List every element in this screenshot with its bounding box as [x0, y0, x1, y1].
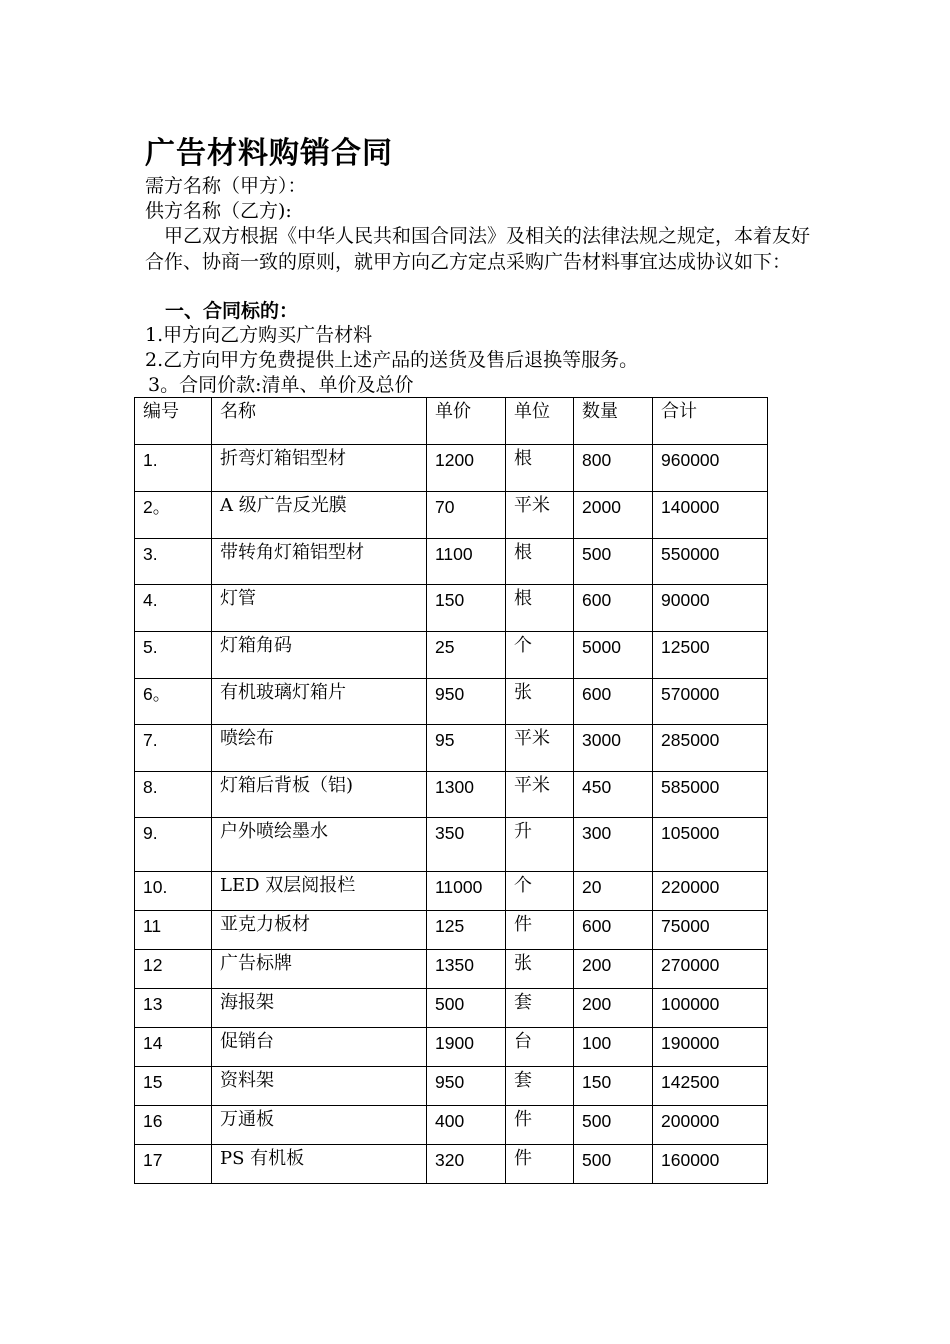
cell-name: PS 有机板: [212, 1145, 427, 1184]
cell-total: 270000: [653, 950, 768, 989]
cell-name: 灯箱后背板（铝): [212, 772, 427, 818]
cell-unit: 套: [506, 989, 574, 1028]
cell-quantity: 100: [574, 1028, 653, 1067]
cell-number: 12: [135, 950, 212, 989]
header-cell-quantity: 数量: [574, 398, 653, 445]
cell-unit-price: 1200: [427, 445, 506, 492]
cell-name: 广告标牌: [212, 950, 427, 989]
cell-unit: 平米: [506, 725, 574, 772]
header-cell-total: 合计: [653, 398, 768, 445]
cell-number: 14: [135, 1028, 212, 1067]
cell-unit: 件: [506, 911, 574, 950]
table-row: [135, 585, 768, 632]
cell-quantity: 300: [574, 818, 653, 872]
cell-unit: 升: [506, 818, 574, 872]
cell-number: 2。: [135, 492, 212, 539]
cell-quantity: 450: [574, 772, 653, 818]
clause-3: 3。合同价款:清单、单价及总价: [148, 374, 414, 396]
cell-unit-price: 1350: [427, 950, 506, 989]
table-row: [135, 1106, 768, 1145]
cell-total: 960000: [653, 445, 768, 492]
header-cell-unit-price: 单价: [427, 398, 506, 445]
cell-quantity: 500: [574, 539, 653, 585]
cell-total: 12500: [653, 632, 768, 679]
cell-name: 带转角灯箱铝型材: [212, 539, 427, 585]
cell-quantity: 800: [574, 445, 653, 492]
cell-total: 75000: [653, 911, 768, 950]
header-cell-unit: 单位: [506, 398, 574, 445]
cell-number: 6。: [135, 679, 212, 725]
cell-name: 资料架: [212, 1067, 427, 1106]
table-row: [135, 1028, 768, 1067]
cell-unit: 张: [506, 950, 574, 989]
table-row: [135, 1145, 768, 1184]
cell-number: 5.: [135, 632, 212, 679]
seller-name-line: 供方名称（乙方):: [145, 200, 292, 222]
cell-unit: 件: [506, 1145, 574, 1184]
cell-unit-price: 320: [427, 1145, 506, 1184]
price-list-table: [134, 397, 768, 1184]
cell-total: 100000: [653, 989, 768, 1028]
cell-unit-price: 70: [427, 492, 506, 539]
cell-quantity: 200: [574, 989, 653, 1028]
cell-name: 灯管: [212, 585, 427, 632]
cell-total: 585000: [653, 772, 768, 818]
cell-unit: 根: [506, 539, 574, 585]
cell-quantity: 600: [574, 679, 653, 725]
table-row: [135, 872, 768, 911]
table-row: [135, 445, 768, 492]
cell-total: 105000: [653, 818, 768, 872]
table-row: [135, 492, 768, 539]
table-row: [135, 911, 768, 950]
cell-name: 有机玻璃灯箱片: [212, 679, 427, 725]
cell-unit-price: 350: [427, 818, 506, 872]
cell-total: 570000: [653, 679, 768, 725]
cell-name: 折弯灯箱铝型材: [212, 445, 427, 492]
cell-unit-price: 1100: [427, 539, 506, 585]
cell-unit: 张: [506, 679, 574, 725]
table-row: [135, 539, 768, 585]
cell-number: 17: [135, 1145, 212, 1184]
cell-number: 16: [135, 1106, 212, 1145]
cell-number: 7.: [135, 725, 212, 772]
clause-2: 2.乙方向甲方免费提供上述产品的送货及售后退换等服务。: [145, 349, 639, 371]
cell-unit-price: 1300: [427, 772, 506, 818]
cell-total: 220000: [653, 872, 768, 911]
table-row: [135, 950, 768, 989]
cell-total: 550000: [653, 539, 768, 585]
document-title: 广告材料购销合同: [145, 136, 393, 171]
cell-total: 285000: [653, 725, 768, 772]
cell-unit: 平米: [506, 492, 574, 539]
cell-quantity: 600: [574, 911, 653, 950]
cell-number: 8.: [135, 772, 212, 818]
table-row: [135, 989, 768, 1028]
cell-unit: 套: [506, 1067, 574, 1106]
cell-number: 4.: [135, 585, 212, 632]
cell-unit-price: 950: [427, 679, 506, 725]
cell-unit-price: 95: [427, 725, 506, 772]
cell-total: 200000: [653, 1106, 768, 1145]
buyer-name-line: 需方名称（甲方）：: [145, 175, 307, 197]
cell-unit: 个: [506, 872, 574, 911]
cell-total: 142500: [653, 1067, 768, 1106]
cell-unit: 根: [506, 445, 574, 492]
table-row: [135, 725, 768, 772]
cell-name: 海报架: [212, 989, 427, 1028]
cell-name: 喷绘布: [212, 725, 427, 772]
cell-quantity: 3000: [574, 725, 653, 772]
cell-name: LED 双层阅报栏: [212, 872, 427, 911]
table-row: [135, 1067, 768, 1106]
cell-quantity: 500: [574, 1106, 653, 1145]
cell-unit-price: 500: [427, 989, 506, 1028]
price-list-body: [135, 398, 768, 1184]
cell-quantity: 150: [574, 1067, 653, 1106]
cell-quantity: 5000: [574, 632, 653, 679]
clause-1: 1.甲方向乙方购买广告材料: [145, 324, 373, 346]
header-cell-name: 名称: [212, 398, 427, 445]
cell-number: 13: [135, 989, 212, 1028]
table-row: [135, 818, 768, 872]
section-heading-subject: 一、合同标的：: [165, 300, 299, 322]
cell-unit-price: 1900: [427, 1028, 506, 1067]
cell-total: 160000: [653, 1145, 768, 1184]
cell-name: 万通板: [212, 1106, 427, 1145]
cell-unit-price: 400: [427, 1106, 506, 1145]
cell-number: 9.: [135, 818, 212, 872]
cell-number: 3.: [135, 539, 212, 585]
cell-unit: 个: [506, 632, 574, 679]
cell-unit-price: 950: [427, 1067, 506, 1106]
cell-number: 10.: [135, 872, 212, 911]
cell-unit-price: 150: [427, 585, 506, 632]
cell-total: 140000: [653, 492, 768, 539]
cell-quantity: 2000: [574, 492, 653, 539]
table-row: [135, 679, 768, 725]
cell-name: 亚克力板材: [212, 911, 427, 950]
cell-unit: 根: [506, 585, 574, 632]
cell-unit: 件: [506, 1106, 574, 1145]
cell-name: 户外喷绘墨水: [212, 818, 427, 872]
cell-quantity: 200: [574, 950, 653, 989]
cell-total: 190000: [653, 1028, 768, 1067]
intro-paragraph: [145, 224, 810, 275]
cell-number: 11: [135, 911, 212, 950]
cell-quantity: 600: [574, 585, 653, 632]
cell-number: 15: [135, 1067, 212, 1106]
cell-quantity: 500: [574, 1145, 653, 1184]
cell-quantity: 20: [574, 872, 653, 911]
cell-unit-price: 125: [427, 911, 506, 950]
cell-name: 促销台: [212, 1028, 427, 1067]
cell-unit-price: 25: [427, 632, 506, 679]
cell-unit-price: 11000: [427, 872, 506, 911]
cell-name: 灯箱角码: [212, 632, 427, 679]
table-header-row: [135, 398, 768, 445]
table-row: [135, 632, 768, 679]
intro-text: 甲乙双方根据《中华人民共和国合同法》及相关的法律法规之规定，本着友好合作、协商一致的原则，就甲方向乙方定点采购广告材料事宜达成协议如下：: [145, 225, 811, 273]
header-cell-number: 编号: [135, 398, 212, 445]
cell-unit: 台: [506, 1028, 574, 1067]
cell-number: 1.: [135, 445, 212, 492]
table-row: [135, 772, 768, 818]
cell-total: 90000: [653, 585, 768, 632]
cell-name: A 级广告反光膜: [212, 492, 427, 539]
cell-unit: 平米: [506, 772, 574, 818]
